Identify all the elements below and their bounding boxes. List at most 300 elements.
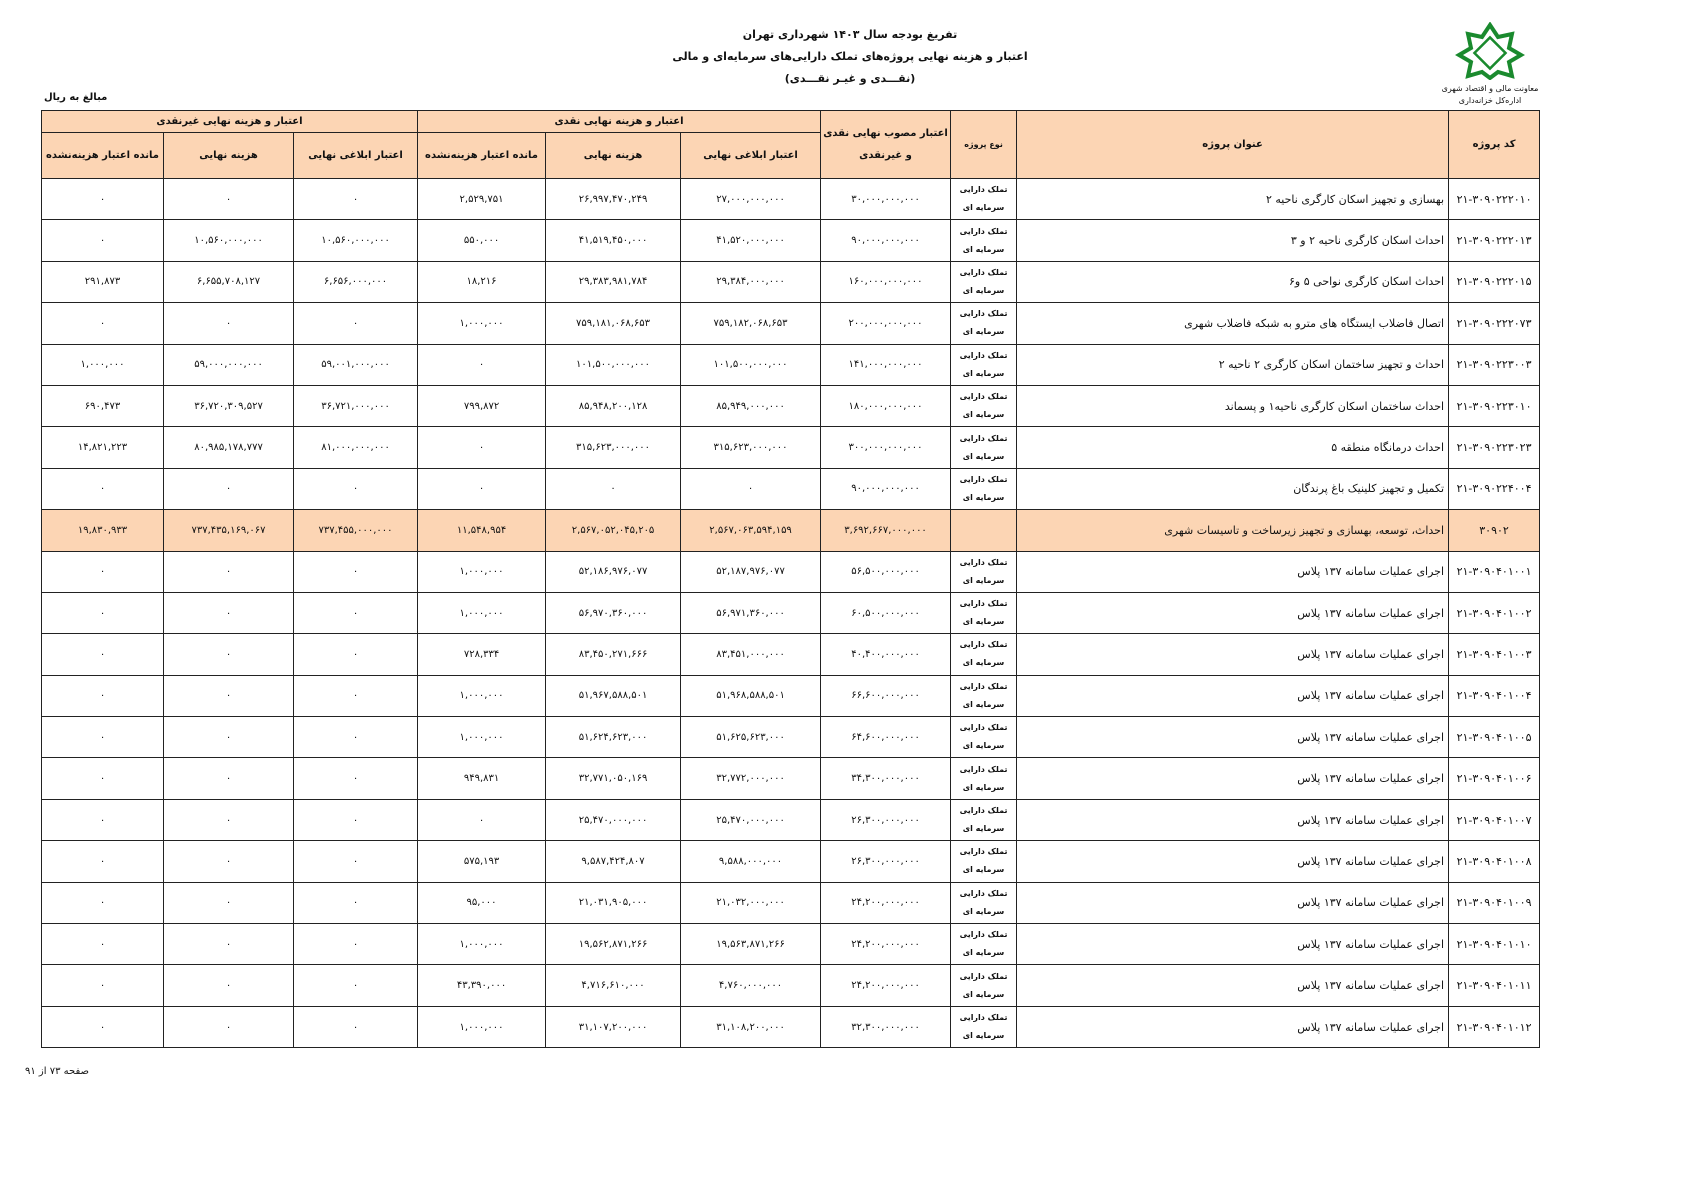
- cell-noncash-allocated: ۷۳۷,۴۵۵,۰۰۰,۰۰۰: [294, 510, 418, 551]
- col-header-noncash-final-cost: هزینه نهایی: [164, 133, 294, 179]
- cell-noncash-final-cost: ۱۰,۵۶۰,۰۰۰,۰۰۰: [164, 220, 294, 261]
- cell-type: [951, 1006, 1017, 1047]
- cell-title: بهسازی و تجهیز اسکان کارگری ناحیه ۲: [1017, 179, 1449, 220]
- project-code: ۲۱-۳۰۹۰۴۰۱۰۰۲: [1456, 606, 1532, 620]
- cell-approved: ۹۰,۰۰۰,۰۰۰,۰۰۰: [821, 468, 951, 509]
- cell-approved: ۳۰۰,۰۰۰,۰۰۰,۰۰۰: [821, 427, 951, 468]
- project-type-label: سرمایه ای: [962, 658, 1005, 668]
- cell-approved: ۳,۶۹۲,۶۶۷,۰۰۰,۰۰۰: [821, 510, 951, 551]
- table-row: [42, 882, 1540, 923]
- cell-noncash-allocated: ۰: [294, 551, 418, 592]
- cell-cash-remaining: ۷۹۹,۸۷۲: [418, 385, 546, 426]
- cell-title: اجرای عملیات سامانه ۱۳۷ پلاس: [1017, 675, 1449, 716]
- cell-noncash-remaining: ۰: [42, 924, 164, 965]
- cell-cash-final-cost: ۵۲,۱۸۶,۹۷۶,۰۷۷: [546, 551, 681, 592]
- project-type-label: تملک دارایی: [959, 1013, 1008, 1022]
- cell-type: [951, 551, 1017, 592]
- col-header-noncash-remaining: مانده اعتبار هزینه‌نشده: [42, 133, 164, 179]
- cell-code: [1449, 179, 1540, 220]
- cell-cash-final-cost: ۳۱,۱۰۷,۲۰۰,۰۰۰: [546, 1006, 681, 1047]
- cell-title: اجرای عملیات سامانه ۱۳۷ پلاس: [1017, 882, 1449, 923]
- cell-cash-allocated: ۲۷,۰۰۰,۰۰۰,۰۰۰: [681, 179, 821, 220]
- table-row: [42, 924, 1540, 965]
- cell-noncash-remaining: ۰: [42, 468, 164, 509]
- cell-title: اجرای عملیات سامانه ۱۳۷ پلاس: [1017, 551, 1449, 592]
- cell-noncash-final-cost: ۰: [164, 634, 294, 675]
- cell-noncash-allocated: ۰: [294, 841, 418, 882]
- cell-cash-final-cost: ۵۶,۹۷۰,۳۶۰,۰۰۰: [546, 592, 681, 633]
- cell-cash-remaining: ۱,۰۰۰,۰۰۰: [418, 592, 546, 633]
- cell-code: [1449, 510, 1540, 551]
- project-code: ۲۱-۳۰۹۰۴۰۱۰۰۵: [1456, 730, 1532, 744]
- cell-approved: ۲۰۰,۰۰۰,۰۰۰,۰۰۰: [821, 303, 951, 344]
- cell-cash-remaining: ۰: [418, 799, 546, 840]
- cell-noncash-allocated: ۱۰,۵۶۰,۰۰۰,۰۰۰: [294, 220, 418, 261]
- cell-noncash-allocated: ۶,۶۵۶,۰۰۰,۰۰۰: [294, 261, 418, 302]
- cell-type: [951, 634, 1017, 675]
- project-type-label: تملک دارایی: [959, 599, 1008, 609]
- cell-cash-final-cost: ۲۹,۳۸۳,۹۸۱,۷۸۴: [546, 261, 681, 302]
- cell-noncash-final-cost: ۷۳۷,۴۳۵,۱۶۹,۰۶۷: [164, 510, 294, 551]
- cell-type: [951, 179, 1017, 220]
- cell-noncash-remaining: ۰: [42, 303, 164, 344]
- cell-cash-allocated: ۳۱,۱۰۸,۲۰۰,۰۰۰: [681, 1006, 821, 1047]
- cell-noncash-remaining: ۰: [42, 1006, 164, 1047]
- cell-noncash-allocated: ۰: [294, 758, 418, 799]
- cell-cash-remaining: ۹۴۹,۸۳۱: [418, 758, 546, 799]
- cell-type: [951, 468, 1017, 509]
- table-row: [42, 717, 1540, 758]
- project-type-label: سرمایه ای: [962, 741, 1005, 751]
- project-code: ۲۱-۳۰۹۰۲۲۴۰۰۴: [1456, 482, 1532, 496]
- table-row: [42, 261, 1540, 302]
- table-subtotal-row: [42, 510, 1540, 551]
- cell-approved: ۹۰,۰۰۰,۰۰۰,۰۰۰: [821, 220, 951, 261]
- cell-type: [951, 344, 1017, 385]
- cell-noncash-remaining: ۰: [42, 592, 164, 633]
- cell-code: [1449, 551, 1540, 592]
- project-type-label: سرمایه ای: [962, 327, 1005, 337]
- project-type-label: سرمایه ای: [962, 575, 1005, 585]
- cell-noncash-allocated: ۰: [294, 634, 418, 675]
- cell-noncash-remaining: ۰: [42, 179, 164, 220]
- project-type-label: تملک دارایی: [959, 185, 1008, 195]
- cell-cash-allocated: ۳۱۵,۶۲۳,۰۰۰,۰۰۰: [681, 427, 821, 468]
- project-type-label: تملک دارایی: [959, 681, 1008, 691]
- cell-type: [951, 882, 1017, 923]
- cell-cash-remaining: ۴۳,۳۹۰,۰۰۰: [418, 965, 546, 1006]
- table-row: [42, 344, 1540, 385]
- cell-noncash-final-cost: ۸۰,۹۸۵,۱۷۸,۷۷۷: [164, 427, 294, 468]
- cell-title: تکمیل و تجهیز کلینیک باغ پرندگان: [1017, 468, 1449, 509]
- project-type-label: تملک دارایی: [959, 640, 1008, 650]
- cell-noncash-final-cost: ۰: [164, 799, 294, 840]
- project-type-label: تملک دارایی: [959, 764, 1008, 774]
- cell-approved: ۲۶,۳۰۰,۰۰۰,۰۰۰: [821, 841, 951, 882]
- cell-code: [1449, 592, 1540, 633]
- cell-approved: ۵۶,۵۰۰,۰۰۰,۰۰۰: [821, 551, 951, 592]
- cell-cash-final-cost: ۸۳,۴۵۰,۲۷۱,۶۶۶: [546, 634, 681, 675]
- cell-cash-allocated: ۳۲,۷۷۲,۰۰۰,۰۰۰: [681, 758, 821, 799]
- cell-code: [1449, 344, 1540, 385]
- table-row: [42, 634, 1540, 675]
- project-type-label: تملک دارایی: [959, 226, 1008, 236]
- cell-noncash-final-cost: ۰: [164, 1006, 294, 1047]
- table-row: [42, 758, 1540, 799]
- cell-noncash-remaining: ۰: [42, 634, 164, 675]
- cell-noncash-final-cost: ۰: [164, 592, 294, 633]
- cell-approved: ۶۶,۶۰۰,۰۰۰,۰۰۰: [821, 675, 951, 716]
- cell-approved: ۲۴,۲۰۰,۰۰۰,۰۰۰: [821, 965, 951, 1006]
- project-type-label: سرمایه ای: [962, 906, 1005, 916]
- cell-noncash-allocated: ۰: [294, 924, 418, 965]
- cell-type: [951, 758, 1017, 799]
- cell-title: احداث درمانگاه منطقه ۵: [1017, 427, 1449, 468]
- table-row: [42, 965, 1540, 1006]
- cell-type: [951, 592, 1017, 633]
- project-type-label: تملک دارایی: [959, 847, 1008, 857]
- col-header-noncash-allocated: اعتبار ابلاغی نهایی: [294, 133, 418, 179]
- col-header-cash-allocated: اعتبار ابلاغی نهایی: [681, 133, 821, 179]
- cell-cash-allocated: ۲۹,۳۸۴,۰۰۰,۰۰۰: [681, 261, 821, 302]
- cell-cash-allocated: ۵۱,۹۶۸,۵۸۸,۵۰۱: [681, 675, 821, 716]
- cell-approved: ۲۶,۳۰۰,۰۰۰,۰۰۰: [821, 799, 951, 840]
- project-code: ۲۱-۳۰۹۰۴۰۱۰۰۴: [1456, 689, 1532, 703]
- cell-cash-final-cost: ۴,۷۱۶,۶۱۰,۰۰۰: [546, 965, 681, 1006]
- cell-noncash-remaining: ۱,۰۰۰,۰۰۰: [42, 344, 164, 385]
- cell-cash-remaining: ۰: [418, 344, 546, 385]
- table-row: [42, 675, 1540, 716]
- project-type-label: سرمایه ای: [962, 285, 1005, 295]
- project-type-label: سرمایه ای: [962, 492, 1005, 502]
- cell-noncash-remaining: ۰: [42, 799, 164, 840]
- project-type-label: تملک دارایی: [959, 557, 1008, 567]
- cell-noncash-final-cost: ۰: [164, 841, 294, 882]
- cell-noncash-final-cost: ۵۹,۰۰۰,۰۰۰,۰۰۰: [164, 344, 294, 385]
- cell-title: احداث و تجهیز ساختمان اسکان کارگری ۲ ناحیه ۲: [1017, 344, 1449, 385]
- cell-code: [1449, 1006, 1540, 1047]
- project-code: ۳۰۹۰۲: [1479, 523, 1509, 537]
- cell-type: [951, 841, 1017, 882]
- project-type-label: سرمایه ای: [962, 203, 1005, 213]
- cell-noncash-remaining: ۰: [42, 758, 164, 799]
- cell-code: [1449, 303, 1540, 344]
- cell-approved: ۶۴,۶۰۰,۰۰۰,۰۰۰: [821, 717, 951, 758]
- cell-code: [1449, 924, 1540, 965]
- table-row: [42, 841, 1540, 882]
- cell-noncash-remaining: ۰: [42, 717, 164, 758]
- cell-title: اجرای عملیات سامانه ۱۳۷ پلاس: [1017, 965, 1449, 1006]
- project-type-label: سرمایه ای: [962, 617, 1005, 627]
- project-code: ۲۱-۳۰۹۰۲۲۲۰۱۵: [1456, 275, 1532, 289]
- tehran-municipality-emblem-icon: [1455, 22, 1525, 80]
- cell-noncash-remaining: ۱۴,۸۲۱,۲۲۳: [42, 427, 164, 468]
- col-header-code: کد پروژه: [1449, 111, 1540, 179]
- cell-type: [951, 220, 1017, 261]
- cell-title: احداث اسکان کارگری ناحیه ۲ و ۳: [1017, 220, 1449, 261]
- cell-title: اجرای عملیات سامانه ۱۳۷ پلاس: [1017, 924, 1449, 965]
- cell-approved: ۲۴,۲۰۰,۰۰۰,۰۰۰: [821, 882, 951, 923]
- cell-code: [1449, 675, 1540, 716]
- cell-cash-allocated: ۱۹,۵۶۳,۸۷۱,۲۶۶: [681, 924, 821, 965]
- project-type-label: تملک دارایی: [959, 888, 1008, 898]
- document-titles: [600, 24, 1100, 90]
- cell-approved: ۲۴,۲۰۰,۰۰۰,۰۰۰: [821, 924, 951, 965]
- cell-code: [1449, 882, 1540, 923]
- project-type-label: سرمایه ای: [962, 989, 1005, 999]
- col-group-cash: اعتبار و هزینه نهایی نقدی: [418, 111, 821, 133]
- cell-noncash-allocated: ۰: [294, 717, 418, 758]
- cell-title: اتصال فاضلاب ایستگاه های مترو به شبکه فاضلاب شهری: [1017, 303, 1449, 344]
- cell-cash-final-cost: ۵۱,۶۲۴,۶۲۳,۰۰۰: [546, 717, 681, 758]
- cell-title: احداث اسکان کارگری نواحی ۵ و۶: [1017, 261, 1449, 302]
- table-row: [42, 303, 1540, 344]
- cell-noncash-final-cost: ۰: [164, 675, 294, 716]
- project-code: ۲۱-۳۰۹۰۲۲۲۰۱۰: [1456, 192, 1532, 206]
- cell-noncash-final-cost: ۰: [164, 303, 294, 344]
- cell-title: اجرای عملیات سامانه ۱۳۷ پلاس: [1017, 799, 1449, 840]
- cell-cash-remaining: ۱,۰۰۰,۰۰۰: [418, 924, 546, 965]
- cell-type: [951, 799, 1017, 840]
- cell-noncash-remaining: ۶۹۰,۴۷۳: [42, 385, 164, 426]
- cell-cash-allocated: ۴۱,۵۲۰,۰۰۰,۰۰۰: [681, 220, 821, 261]
- cell-cash-allocated: ۵۱,۶۲۵,۶۲۳,۰۰۰: [681, 717, 821, 758]
- cell-noncash-allocated: ۰: [294, 675, 418, 716]
- project-code: ۲۱-۳۰۹۰۲۲۲۰۷۳: [1456, 316, 1532, 330]
- cell-noncash-allocated: ۰: [294, 1006, 418, 1047]
- project-type-label: سرمایه ای: [962, 368, 1005, 378]
- cell-approved: ۳۰,۰۰۰,۰۰۰,۰۰۰: [821, 179, 951, 220]
- cell-noncash-final-cost: ۰: [164, 468, 294, 509]
- cell-cash-remaining: ۰: [418, 468, 546, 509]
- cell-title: اجرای عملیات سامانه ۱۳۷ پلاس: [1017, 717, 1449, 758]
- col-header-type: نوع پروژه: [951, 111, 1017, 179]
- cell-code: [1449, 220, 1540, 261]
- project-code: ۲۱-۳۰۹۰۴۰۱۰۱۱: [1456, 979, 1532, 993]
- project-code: ۲۱-۳۰۹۰۴۰۱۰۰۸: [1456, 854, 1532, 868]
- cell-title: احداث ساختمان اسکان کارگری ناحیه۱ و پسماند: [1017, 385, 1449, 426]
- cell-noncash-allocated: ۰: [294, 799, 418, 840]
- cell-noncash-allocated: ۰: [294, 882, 418, 923]
- project-code: ۲۱-۳۰۹۰۲۲۲۰۱۳: [1456, 234, 1532, 248]
- cell-noncash-final-cost: ۰: [164, 882, 294, 923]
- cell-cash-remaining: ۷۲۸,۳۳۴: [418, 634, 546, 675]
- cell-code: [1449, 634, 1540, 675]
- table-row: [42, 551, 1540, 592]
- table-row: [42, 592, 1540, 633]
- project-type-label: تملک دارایی: [959, 309, 1008, 319]
- cell-type: [951, 427, 1017, 468]
- cell-noncash-allocated: ۵۹,۰۰۱,۰۰۰,۰۰۰: [294, 344, 418, 385]
- cell-cash-allocated: ۰: [681, 468, 821, 509]
- cell-noncash-allocated: ۰: [294, 179, 418, 220]
- cell-cash-allocated: ۵۲,۱۸۷,۹۷۶,۰۷۷: [681, 551, 821, 592]
- cell-approved: ۱۸۰,۰۰۰,۰۰۰,۰۰۰: [821, 385, 951, 426]
- col-group-noncash: اعتبار و هزینه نهایی غیرنقدی: [42, 111, 418, 133]
- cell-title: اجرای عملیات سامانه ۱۳۷ پلاس: [1017, 1006, 1449, 1047]
- cell-cash-allocated: ۸۳,۴۵۱,۰۰۰,۰۰۰: [681, 634, 821, 675]
- cell-noncash-final-cost: ۰: [164, 179, 294, 220]
- cell-cash-allocated: ۵۶,۹۷۱,۳۶۰,۰۰۰: [681, 592, 821, 633]
- cell-type: [951, 303, 1017, 344]
- cell-title: اجرای عملیات سامانه ۱۳۷ پلاس: [1017, 592, 1449, 633]
- cell-cash-final-cost: ۸۵,۹۴۸,۲۰۰,۱۲۸: [546, 385, 681, 426]
- project-type-label: سرمایه ای: [962, 948, 1005, 958]
- municipality-logo: [1440, 22, 1540, 105]
- project-type-label: تملک دارایی: [959, 930, 1008, 940]
- cell-noncash-remaining: ۰: [42, 882, 164, 923]
- table-row: [42, 427, 1540, 468]
- cell-cash-final-cost: ۱۹,۵۶۲,۸۷۱,۲۶۶: [546, 924, 681, 965]
- cell-cash-allocated: ۱۰۱,۵۰۰,۰۰۰,۰۰۰: [681, 344, 821, 385]
- cell-cash-final-cost: ۲۶,۹۹۷,۴۷۰,۲۴۹: [546, 179, 681, 220]
- cell-approved: ۱۴۱,۰۰۰,۰۰۰,۰۰۰: [821, 344, 951, 385]
- cell-cash-remaining: ۱,۰۰۰,۰۰۰: [418, 1006, 546, 1047]
- cell-cash-final-cost: ۷۵۹,۱۸۱,۰۶۸,۶۵۳: [546, 303, 681, 344]
- cell-approved: ۴۰,۴۰۰,۰۰۰,۰۰۰: [821, 634, 951, 675]
- project-type-label: سرمایه ای: [962, 865, 1005, 875]
- project-type-label: سرمایه ای: [962, 244, 1005, 254]
- cell-code: [1449, 468, 1540, 509]
- cell-code: [1449, 261, 1540, 302]
- cell-noncash-allocated: ۰: [294, 965, 418, 1006]
- cell-cash-remaining: ۵۷۵,۱۹۳: [418, 841, 546, 882]
- cell-cash-final-cost: ۲,۵۶۷,۰۵۲,۰۴۵,۲۰۵: [546, 510, 681, 551]
- cell-cash-remaining: ۱,۰۰۰,۰۰۰: [418, 551, 546, 592]
- cell-cash-remaining: ۹۵,۰۰۰: [418, 882, 546, 923]
- project-type-label: تملک دارایی: [959, 474, 1008, 484]
- table-row: [42, 220, 1540, 261]
- cell-code: [1449, 965, 1540, 1006]
- cell-noncash-allocated: ۰: [294, 592, 418, 633]
- cell-cash-final-cost: ۲۵,۴۷۰,۰۰۰,۰۰۰: [546, 799, 681, 840]
- cell-cash-allocated: ۸۵,۹۴۹,۰۰۰,۰۰۰: [681, 385, 821, 426]
- cell-cash-final-cost: ۴۱,۵۱۹,۴۵۰,۰۰۰: [546, 220, 681, 261]
- col-header-approved: اعتبار مصوب نهایی نقدی و غیرنقدی: [821, 111, 951, 179]
- project-code: ۲۱-۳۰۹۰۴۰۱۰۱۲: [1456, 1020, 1532, 1034]
- cell-code: [1449, 427, 1540, 468]
- cell-title: اجرای عملیات سامانه ۱۳۷ پلاس: [1017, 758, 1449, 799]
- cell-code: [1449, 841, 1540, 882]
- cell-code: [1449, 799, 1540, 840]
- report-title: تفریغ بودجه سال ۱۴۰۳ شهرداری تهران: [742, 28, 958, 41]
- cell-cash-remaining: ۱۱,۵۴۸,۹۵۴: [418, 510, 546, 551]
- cell-noncash-remaining: ۰: [42, 841, 164, 882]
- org-line-1: معاونت مالی و اقتصاد شهری: [1441, 84, 1539, 93]
- currency-unit-note: مبالغ به ریال: [44, 92, 108, 103]
- cell-cash-final-cost: ۰: [546, 468, 681, 509]
- cell-cash-final-cost: ۹,۵۸۷,۴۲۴,۸۰۷: [546, 841, 681, 882]
- col-header-cash-final-cost: هزینه نهایی: [546, 133, 681, 179]
- budget-table: [41, 110, 1540, 1048]
- project-code: ۲۱-۳۰۹۰۴۰۱۰۰۹: [1456, 896, 1532, 910]
- project-type-label: سرمایه ای: [962, 451, 1005, 461]
- cell-cash-allocated: ۲۵,۴۷۰,۰۰۰,۰۰۰: [681, 799, 821, 840]
- project-type-label: تملک دارایی: [959, 267, 1008, 277]
- project-type-label: سرمایه ای: [962, 410, 1005, 420]
- table-row: [42, 468, 1540, 509]
- cell-approved: ۱۶۰,۰۰۰,۰۰۰,۰۰۰: [821, 261, 951, 302]
- table-row: [42, 385, 1540, 426]
- org-line-2: اداره‌کل خزانه‌داری: [1458, 96, 1522, 105]
- cell-noncash-allocated: ۳۶,۷۲۱,۰۰۰,۰۰۰: [294, 385, 418, 426]
- project-code: ۲۱-۳۰۹۰۴۰۱۰۱۰: [1456, 937, 1532, 951]
- cell-cash-allocated: ۹,۵۸۸,۰۰۰,۰۰۰: [681, 841, 821, 882]
- col-header-cash-remaining: مانده اعتبار هزینه‌نشده: [418, 133, 546, 179]
- cell-cash-allocated: ۲۱,۰۳۲,۰۰۰,۰۰۰: [681, 882, 821, 923]
- page-number: صفحه ۷۳ از ۹۱: [25, 1066, 90, 1077]
- cell-noncash-final-cost: ۳۶,۷۲۰,۳۰۹,۵۲۷: [164, 385, 294, 426]
- cell-noncash-final-cost: ۶,۶۵۵,۷۰۸,۱۲۷: [164, 261, 294, 302]
- cell-noncash-final-cost: ۰: [164, 551, 294, 592]
- cell-type: [951, 261, 1017, 302]
- cell-approved: ۳۲,۳۰۰,۰۰۰,۰۰۰: [821, 1006, 951, 1047]
- report-subtitle-2: (نقـــدی و غیـر نقـــدی): [784, 72, 916, 85]
- project-type-label: تملک دارایی: [959, 723, 1008, 733]
- cell-cash-allocated: ۴,۷۶۰,۰۰۰,۰۰۰: [681, 965, 821, 1006]
- cell-cash-remaining: ۱,۰۰۰,۰۰۰: [418, 303, 546, 344]
- table-row: [42, 1006, 1540, 1047]
- cell-type: [951, 385, 1017, 426]
- cell-noncash-allocated: ۰: [294, 468, 418, 509]
- cell-cash-allocated: ۲,۵۶۷,۰۶۳,۵۹۴,۱۵۹: [681, 510, 821, 551]
- cell-cash-remaining: ۱۸,۲۱۶: [418, 261, 546, 302]
- cell-noncash-remaining: ۰: [42, 965, 164, 1006]
- project-code: ۲۱-۳۰۹۰۲۲۳۰۰۳: [1456, 358, 1532, 372]
- project-code: ۲۱-۳۰۹۰۲۲۳۰۱۰: [1456, 399, 1532, 413]
- cell-noncash-remaining: ۱۹,۸۳۰,۹۳۳: [42, 510, 164, 551]
- cell-cash-remaining: ۱,۰۰۰,۰۰۰: [418, 675, 546, 716]
- col-header-title: عنوان پروژه: [1017, 111, 1449, 179]
- project-code: ۲۱-۳۰۹۰۲۲۳۰۲۳: [1456, 441, 1532, 455]
- cell-cash-remaining: ۵۵۰,۰۰۰: [418, 220, 546, 261]
- project-type-label: سرمایه ای: [962, 699, 1005, 709]
- project-type-label: تملک دارایی: [959, 392, 1008, 402]
- cell-type: [951, 965, 1017, 1006]
- cell-cash-final-cost: ۳۲,۷۷۱,۰۵۰,۱۶۹: [546, 758, 681, 799]
- cell-code: [1449, 385, 1540, 426]
- cell-type: [951, 717, 1017, 758]
- cell-noncash-final-cost: ۰: [164, 965, 294, 1006]
- cell-title: اجرای عملیات سامانه ۱۳۷ پلاس: [1017, 634, 1449, 675]
- cell-cash-final-cost: ۲۱,۰۳۱,۹۰۵,۰۰۰: [546, 882, 681, 923]
- cell-approved: ۳۴,۳۰۰,۰۰۰,۰۰۰: [821, 758, 951, 799]
- cell-type: [951, 924, 1017, 965]
- cell-noncash-allocated: ۰: [294, 303, 418, 344]
- cell-noncash-final-cost: ۰: [164, 758, 294, 799]
- project-code: ۲۱-۳۰۹۰۴۰۱۰۰۷: [1456, 813, 1532, 827]
- cell-cash-final-cost: ۵۱,۹۶۷,۵۸۸,۵۰۱: [546, 675, 681, 716]
- project-type-label: تملک دارایی: [959, 433, 1008, 443]
- report-subtitle: اعتبار و هزینه نهایی پروژه‌های تملک دارایی‌های سرمایه‌ای و مالی: [672, 50, 1028, 63]
- cell-noncash-remaining: ۰: [42, 551, 164, 592]
- project-type-label: سرمایه ای: [962, 782, 1005, 792]
- project-type-label: سرمایه ای: [962, 1031, 1005, 1040]
- cell-cash-remaining: ۱,۰۰۰,۰۰۰: [418, 717, 546, 758]
- cell-type: [951, 675, 1017, 716]
- project-type-label: تملک دارایی: [959, 806, 1008, 816]
- table-row: [42, 179, 1540, 220]
- cell-cash-remaining: ۲,۵۲۹,۷۵۱: [418, 179, 546, 220]
- cell-code: [1449, 717, 1540, 758]
- cell-code: [1449, 758, 1540, 799]
- table-row: [42, 799, 1540, 840]
- cell-cash-final-cost: ۱۰۱,۵۰۰,۰۰۰,۰۰۰: [546, 344, 681, 385]
- cell-type: [951, 510, 1017, 551]
- cell-noncash-remaining: ۰: [42, 220, 164, 261]
- cell-cash-final-cost: ۳۱۵,۶۲۳,۰۰۰,۰۰۰: [546, 427, 681, 468]
- project-type-label: تملک دارایی: [959, 350, 1008, 360]
